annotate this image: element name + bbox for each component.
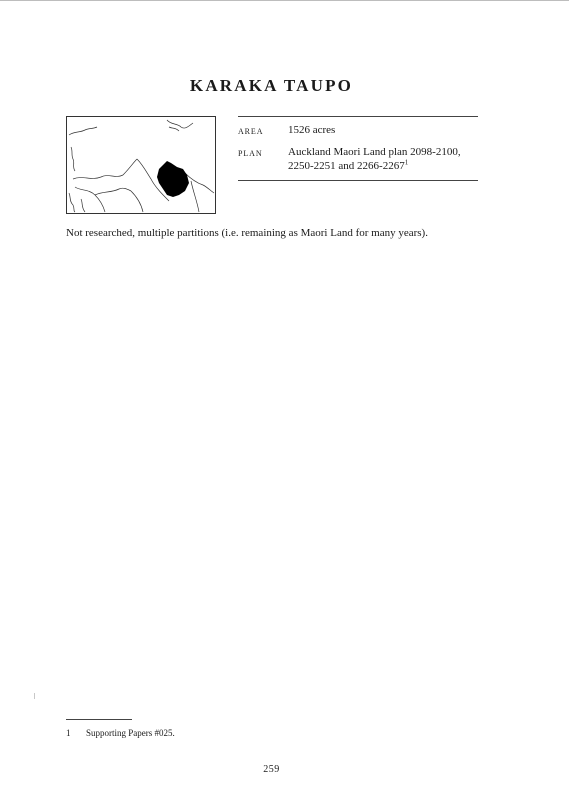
plan-value xyxy=(288,145,478,173)
body-paragraph: Not researched, multiple partitions (i.e. remaining as Maori Land for many years). xyxy=(66,227,428,239)
inlet-north xyxy=(169,127,179,131)
top-edge-rule xyxy=(0,0,569,1)
boundary-line-south xyxy=(95,188,131,195)
land-info-panel xyxy=(238,116,478,181)
boundary-line-mid xyxy=(123,159,137,175)
coastline-north-east xyxy=(167,120,193,128)
area-row xyxy=(238,123,478,139)
footnote-text: Supporting Papers #025. xyxy=(86,728,175,738)
location-map-drawing xyxy=(67,117,215,213)
coastline-north-west xyxy=(69,127,97,135)
page-title: KARAKA TAUPO xyxy=(189,76,354,95)
plan-row xyxy=(238,145,478,173)
footnote-rule xyxy=(66,719,132,720)
plan-value-line1: Auckland Maori Land plan 2098-2100, xyxy=(288,146,461,158)
footnote-number: 1 xyxy=(66,728,71,738)
margin-mark xyxy=(34,693,35,699)
plan-label: PLAN xyxy=(238,149,263,158)
plan-footnote-ref: 1 xyxy=(404,158,409,167)
footnote xyxy=(66,727,175,739)
boundary-line-west xyxy=(73,175,123,179)
page-number: 259 xyxy=(263,764,280,775)
karaka-taupo-parcel-shape xyxy=(157,161,189,197)
plan-value-line2: 2250-2251 and 2266-2267 xyxy=(288,160,405,172)
map-boundary-lines xyxy=(69,120,214,212)
info-top-rule xyxy=(238,116,478,117)
boundary-line-south-east xyxy=(191,181,199,212)
area-value: 1526 acres xyxy=(288,124,336,136)
location-map xyxy=(66,116,216,214)
coastline-west xyxy=(71,147,75,171)
boundary-line-far-east xyxy=(185,173,214,193)
coastline-south-west xyxy=(69,193,75,212)
info-bottom-rule xyxy=(238,180,478,181)
boundary-line-south-mid xyxy=(131,191,143,212)
area-label: AREA xyxy=(238,127,264,136)
river-south-west xyxy=(81,199,85,212)
boundary-line-south-west xyxy=(75,187,105,212)
